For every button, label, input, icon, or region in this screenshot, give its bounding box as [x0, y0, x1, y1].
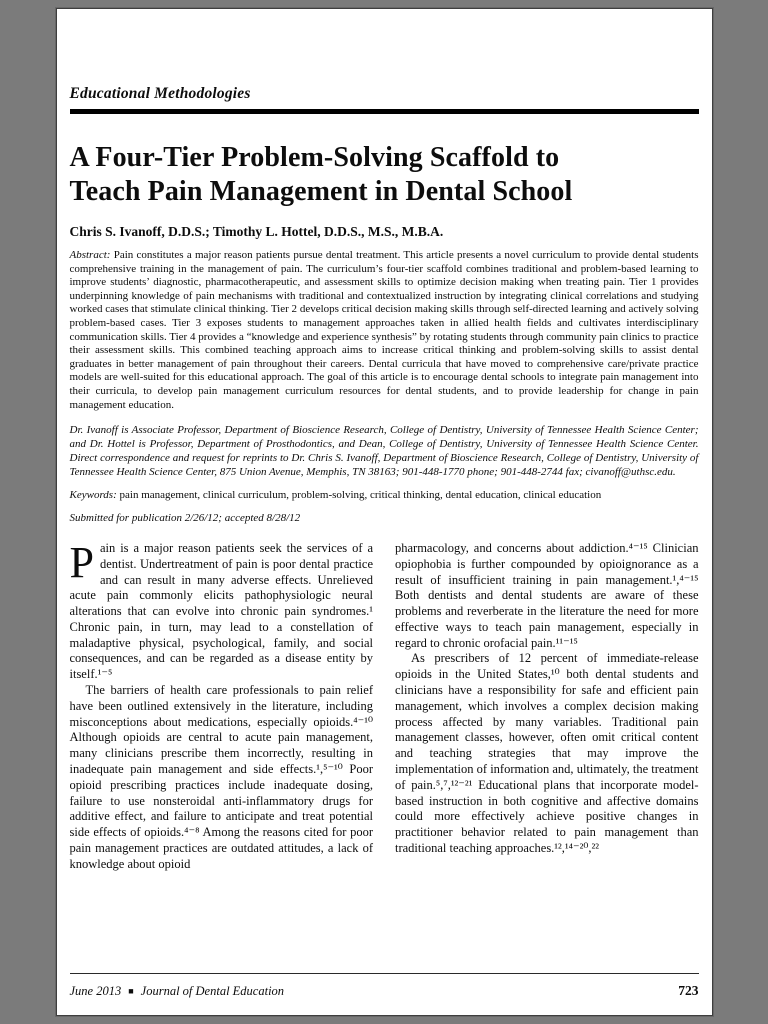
header-rule: [70, 109, 699, 114]
authors-line: Chris S. Ivanoff, D.D.S.; Timothy L. Hottel, D.D.S., M.S., M.B.A.: [69, 224, 444, 239]
right-column-paragraph-2: As prescribers of 12 percent of immediate-release opioids in the United States,¹⁰ both dental students and clinicians have a responsibility for safe and efficient pain management, which involves a complex decision making process affected by many variables. Traditional pain management classes, however, often omit critical content and teaching strategies that may improve the implementation of information and, ultimately, the treatment of pain.⁵,⁷,¹²⁻²¹ Educational plans that incorporate model-based instruction in both cognitive and affective domains could more effectively achieve positive changes in practitioner behavior related to pain management than traditional teaching approaches.¹²,¹⁴⁻²⁰,²²: [395, 651, 699, 856]
footer-page-number: 723: [678, 983, 699, 998]
left-column-paragraph-2: The barriers of health care professionals to pain relief have been outlined extensively in the literature, including misconceptions about medications, especially opioids.⁴⁻¹⁰ Although opioids are central to acute pain management, many clinicians prescribe them incorrectly, resulting in inadequate pain management and side effects.¹,⁵⁻¹⁰ Poor opioid prescribing practices include inadequate dosing, failure to use nonsteroidal anti-inflammatory drugs for additive effect, and failure to anticipate and treat potential side effects of opioids.⁴⁻⁸ Among the reasons cited for poor pain management practices are outdated attitudes, a lack of knowledge about opioid: [69, 683, 373, 871]
left-column-paragraph-1-text: ain is a major reason patients seek the services of a dentist. Undertreatment of pain is poor dental practice and can result in many adverse effects. Unrelieved acute pain commonly elicits pathophysiologic neural alterations that can evolve into chronic pain syndromes.¹ Chronic pain, in turn, may lead to a constellation of maladaptive physical, psychological, family, and social consequences, and can be regarded as a disease entity by itself.¹⁻⁵: [69, 540, 373, 682]
footer-issue-date: June 2013: [69, 984, 122, 998]
right-column-paragraph-1: pharmacology, and concerns about addiction.⁴⁻¹⁵ Clinician opiophobia is further compounded by opioignorance as a result of insufficient training in pain management.¹,⁴⁻¹⁵ Both dentists and dental students are aware of these problems and reverberate in the literature the need for more effective ways to teach pain management, especially in regard to chronic orofacial pain.¹¹⁻¹⁵: [395, 540, 699, 650]
left-column-paragraph-1: [69, 537, 374, 683]
abstract-paragraph: [70, 249, 699, 412]
article-title: [70, 141, 699, 209]
footer-left: [70, 984, 285, 999]
keywords-label: Keywords:: [69, 489, 117, 502]
keywords-text: pain management, clinical curriculum, problem-solving, critical thinking, dental education, clinical education: [119, 489, 602, 502]
drop-cap: P: [69, 537, 94, 587]
section-header: Educational Methodologies: [69, 85, 251, 102]
document-page: [56, 8, 713, 1016]
abstract-text: Pain constitutes a major reason patients pursue dental treatment. This article presents a novel curriculum to provide dental students comprehensive training in the management of pain. The curriculum’s four-tier scaffold combines traditional and problem-based learning to improve students’ diagnostic, pharmacotherapeutic, and assessment skills to optimize decision making when treating pain. Tier 1 provides underpinning knowledge of pain mechanisms with traditional and contextualized instruction by integrating clinical correlations and studying worked cases that stimulate clinical thinking. Tier 2 develops critical decision making skills through self-directed learning and actively solving problem-based cases. Tier 3 exposes students to management approaches taken in allied health fields and cultivates interdisciplinary communication skills. Tier 4 provides a “knowledge and experience synthesis” by rotating students through community pain clinics to practice their assessment skills. This combined teaching approach aims to increase critical thinking and problem-solving skills to assist dental graduates in better management of pain throughout their careers. Dental curricula that have moved to comprehensive care/private practice models are well-suited for this educational approach. The goal of this article is to encourage dental schools to integrate pain management into their curricula, to develop pain management curriculum resources for dental students, and to provide leadership for change in pain management education.: [69, 249, 699, 411]
page-footer: [70, 973, 699, 999]
keywords-line: [70, 489, 699, 503]
abstract-label: Abstract:: [69, 249, 111, 261]
left-column: [69, 537, 374, 873]
two-column-body: [69, 537, 699, 873]
article-title-line2: Teach Pain Management in Dental School: [69, 176, 573, 207]
right-column: [395, 541, 699, 873]
square-bullet-icon: ■: [128, 986, 134, 996]
submitted-line: Submitted for publication 2/26/12; accepted 8/28/12: [69, 511, 301, 524]
article-title-line1: A Four-Tier Problem-Solving Scaffold to: [69, 142, 560, 173]
affiliation-paragraph: Dr. Ivanoff is Associate Professor, Department of Bioscience Research, College of Dentistry, University of Tennessee Health Science Center; and Dr. Hottel is Professor, Department of Prosthodontics, and Dean, College of Dentistry, University of Tennessee Health Science Center. Direct correspondence and request for reprints to Dr. Chris S. Ivanoff, Department of Bioscience Research, College of Dentistry, University of Tennessee Health Science Center, 875 Union Avenue, Memphis, TN 38163; 901-448-1770 phone; 901-448-2744 fax; civanoff@uthsc.edu.: [69, 424, 699, 478]
footer-journal-name: Journal of Dental Education: [140, 984, 285, 998]
